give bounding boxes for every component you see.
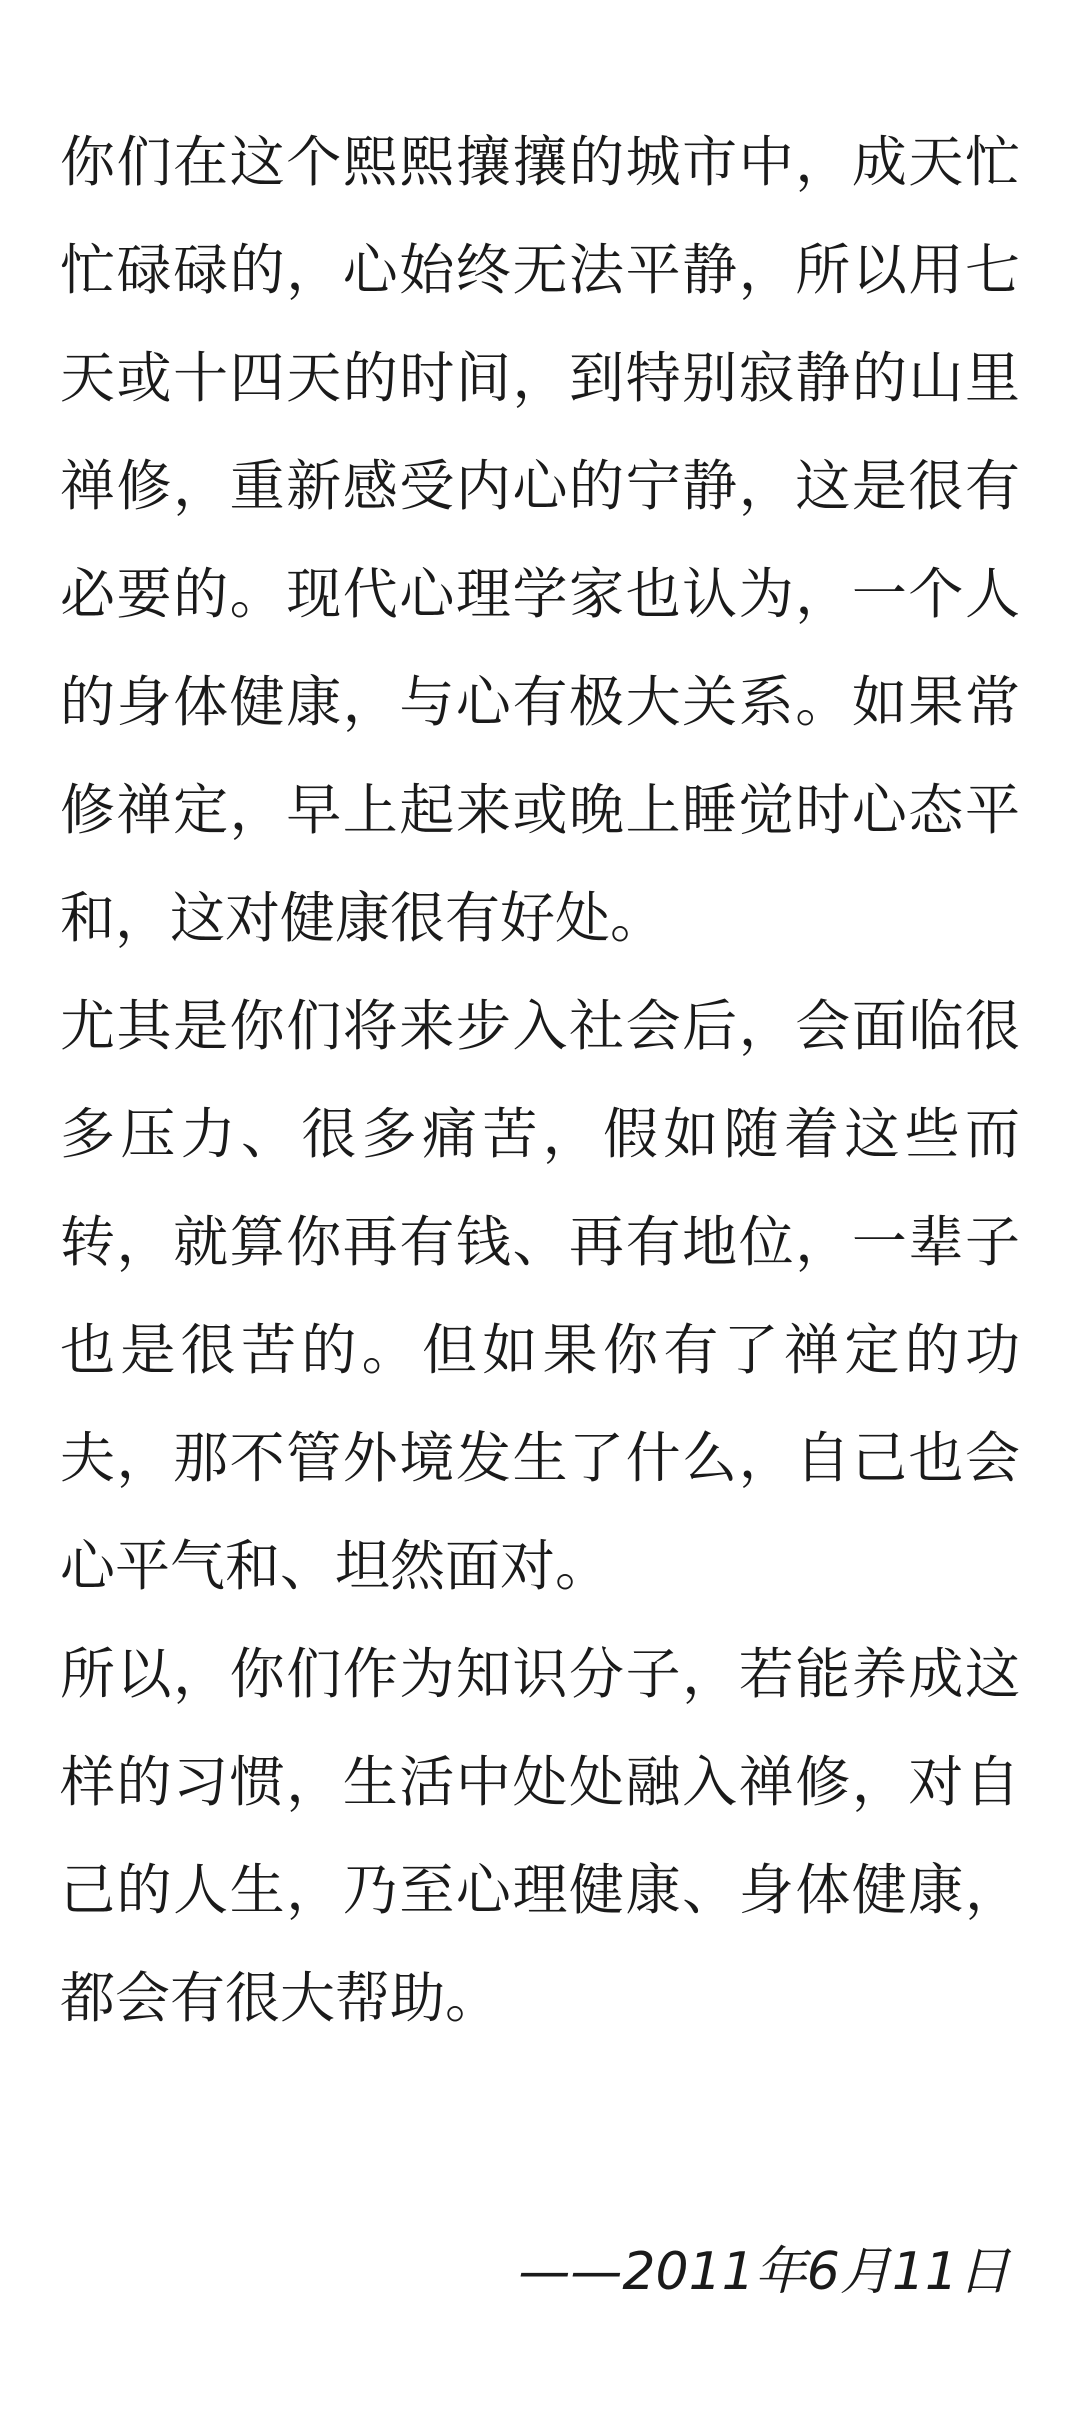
paragraph-2: 尤其是你们将来步入社会后，会面临很多压力、很多痛苦，假如随着这些而转，就算你再有钱、再有地位，一辈子也是很苦的。但如果你有了禅定的功夫，那不管外境发生了什么，自己也会心平气和、坦然面对。 <box>60 994 1020 1598</box>
paragraph-3: 所以，你们作为知识分子，若能养成这样的习惯，生活中处处融入禅修，对自己的人生，乃至心理健康、身体健康，都会有很大帮助。 <box>60 1642 1020 2030</box>
paragraph-1: 你们在这个熙熙攘攘的城市中，成天忙忙碌碌的，心始终无法平静，所以用七天或十四天的时间，到特别寂静的山里禅修，重新感受内心的宁静，这是很有必要的。现代心理学家也认为，一个人的身体健康，与心有极大关系。如果常修禅定，早上起来或晚上睡觉时心态平和，这对健康很有好处。 <box>60 130 1020 950</box>
date-signature: ——2011年6月11日 <box>518 2242 1010 2302</box>
article-body <box>60 108 1020 2052</box>
